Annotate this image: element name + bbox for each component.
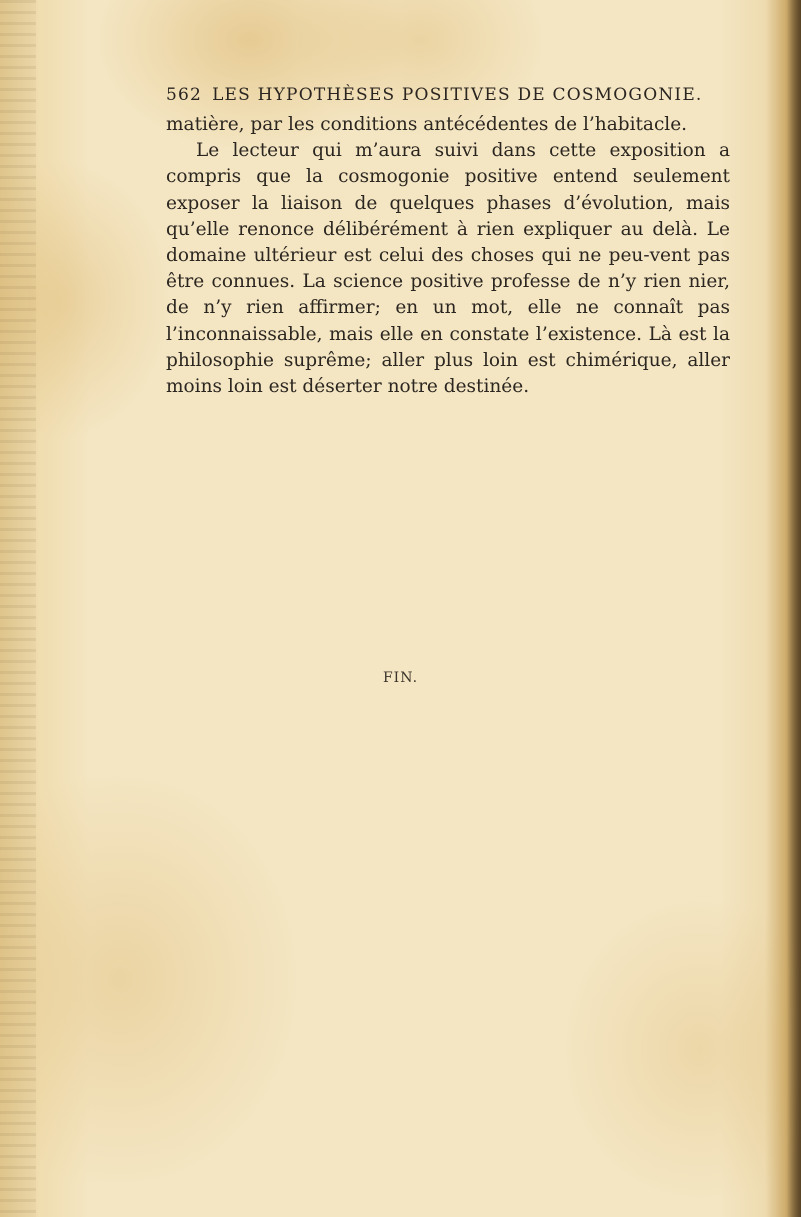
end-mark: FIN. bbox=[382, 670, 419, 686]
paragraph: Le lecteur qui m’aura suivi dans cette exposition a compris que la cosmogonie positive entend seulement exposer la liaison de quelques phases d’évolution, mais qu’elle renonce délibérément à rien expliquer au delà. Le domaine ultérieur est celui des choses qui ne peu-vent pas être connues. La science positive professe de n’y rien nier, de n’y rien affirmer; en un mot, elle ne connaît pas l’inconnaissable, mais elle en constate l’existence. Là est la philosophie suprême; aller plus loin est chimérique, aller moins loin est déserter notre destinée. bbox=[166, 140, 730, 398]
running-header bbox=[166, 85, 736, 105]
paragraph: matière, par les conditions antécédentes de l’habitacle. bbox=[166, 114, 688, 135]
page-number: 562 bbox=[166, 85, 203, 105]
body-text bbox=[166, 112, 730, 400]
page-gutter bbox=[0, 0, 36, 1217]
running-title: LES HYPOTHÈSES POSITIVES DE COSMOGONIE. bbox=[212, 85, 703, 105]
page-edge bbox=[787, 0, 801, 1217]
